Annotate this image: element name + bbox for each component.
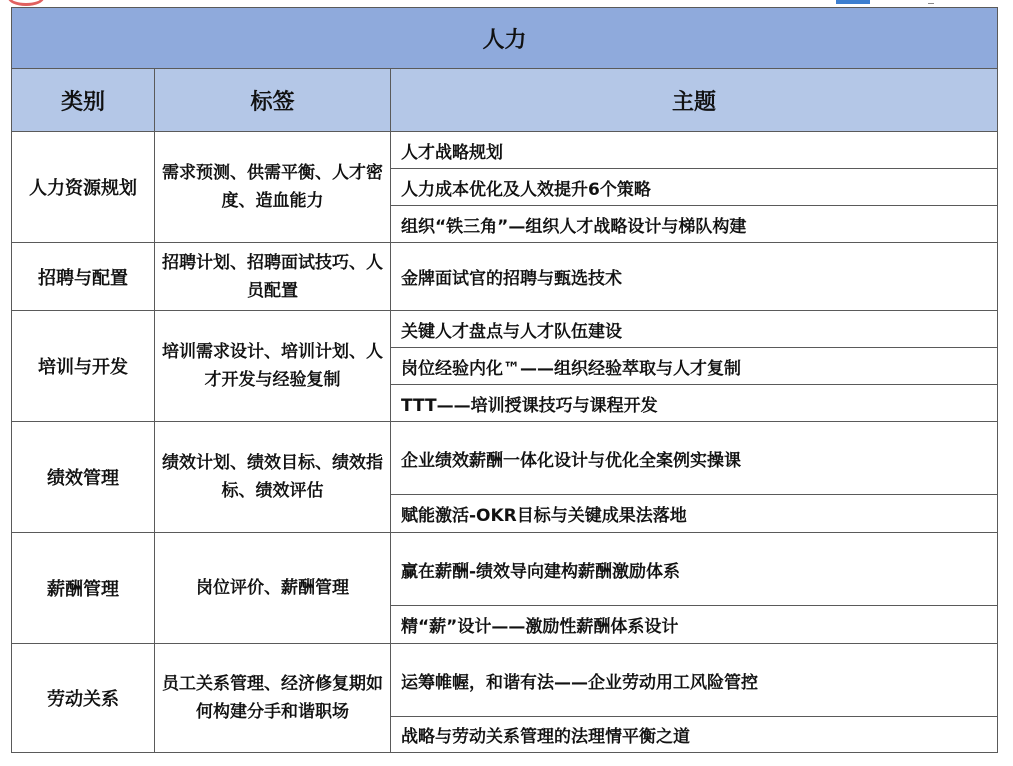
topic-item: 组织“铁三角”—组织人才战略设计与梯队构建 bbox=[391, 206, 998, 243]
category-performance: 绩效管理 bbox=[12, 422, 155, 533]
page-top-strip bbox=[0, 0, 1013, 6]
hr-course-table bbox=[11, 7, 997, 753]
tags-compensation: 岗位评价、薪酬管理 bbox=[155, 533, 391, 644]
table-row bbox=[12, 533, 998, 606]
header-topics: 主题 bbox=[391, 69, 998, 132]
header-category: 类别 bbox=[12, 69, 155, 132]
topic-item: TTT——培训授课技巧与课程开发 bbox=[391, 385, 998, 422]
header-tags: 标签 bbox=[155, 69, 391, 132]
topic-item: 人才战略规划 bbox=[391, 132, 998, 169]
table-row bbox=[12, 644, 998, 717]
tags-labor-relations: 员工关系管理、经济修复期如何构建分手和谐职场 bbox=[155, 644, 391, 753]
tags-recruiting: 招聘计划、招聘面试技巧、人员配置 bbox=[155, 243, 391, 311]
category-training: 培训与开发 bbox=[12, 311, 155, 422]
table-row bbox=[12, 422, 998, 495]
topic-item: 运筹帷幄，和谐有法——企业劳动用工风险管控 bbox=[391, 644, 998, 717]
table-row bbox=[12, 132, 998, 169]
course-table bbox=[11, 7, 998, 753]
tags-training: 培训需求设计、培训计划、人才开发与经验复制 bbox=[155, 311, 391, 422]
header-row bbox=[12, 69, 998, 132]
category-labor-relations: 劳动关系 bbox=[12, 644, 155, 753]
table-row bbox=[12, 311, 998, 348]
topic-item: 赢在薪酬-绩效导向建构薪酬激励体系 bbox=[391, 533, 998, 606]
tags-hr-planning: 需求预测、供需平衡、人才密度、造血能力 bbox=[155, 132, 391, 243]
blue-tab-fragment-icon bbox=[836, 0, 870, 4]
topic-item: 岗位经验内化™——组织经验萃取与人才复制 bbox=[391, 348, 998, 385]
tick-fragment-icon bbox=[928, 0, 934, 4]
topic-item: 精“薪”设计——激励性薪酬体系设计 bbox=[391, 606, 998, 644]
category-hr-planning: 人力资源规划 bbox=[12, 132, 155, 243]
red-logo-fragment-icon bbox=[8, 0, 44, 6]
topic-item: 人力成本优化及人效提升6个策略 bbox=[391, 169, 998, 206]
table-row bbox=[12, 243, 998, 311]
table-title: 人力 bbox=[12, 8, 998, 69]
tags-performance: 绩效计划、绩效目标、绩效指标、绩效评估 bbox=[155, 422, 391, 533]
topic-item: 金牌面试官的招聘与甄选技术 bbox=[391, 243, 998, 311]
topic-item: 战略与劳动关系管理的法理情平衡之道 bbox=[391, 717, 998, 753]
title-row bbox=[12, 8, 998, 69]
topic-item: 企业绩效薪酬一体化设计与优化全案例实操课 bbox=[391, 422, 998, 495]
category-compensation: 薪酬管理 bbox=[12, 533, 155, 644]
category-recruiting: 招聘与配置 bbox=[12, 243, 155, 311]
topic-item: 关键人才盘点与人才队伍建设 bbox=[391, 311, 998, 348]
topic-item: 赋能激活-OKR目标与关键成果法落地 bbox=[391, 495, 998, 533]
